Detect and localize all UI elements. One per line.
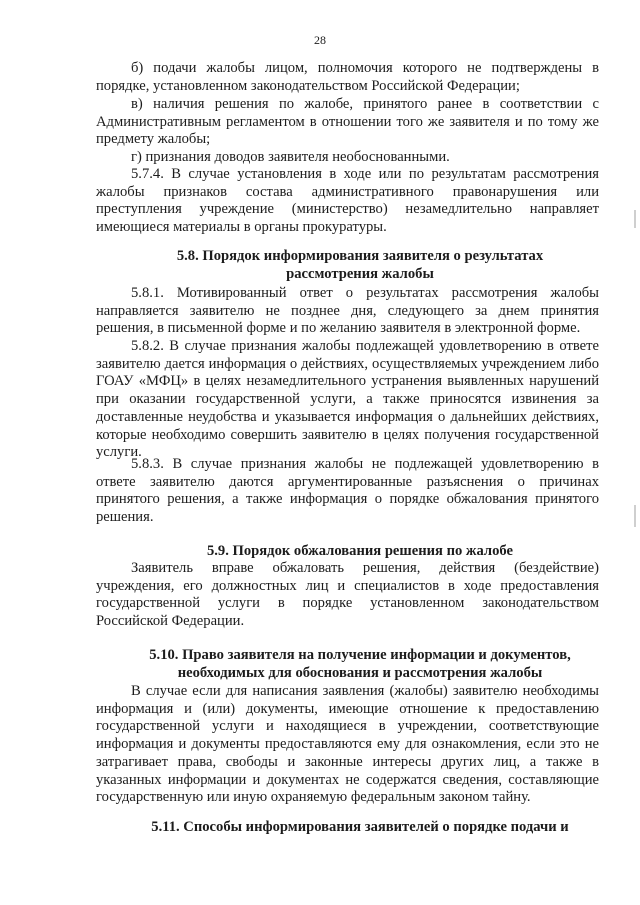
- paragraph-5-7-4: 5.7.4. В случае установления в ходе или по результатам рассмотрения жалобы признаков состава административного правонарушения или преступления учреждение (министерство) незамедлительно направляет имеющиеся материалы в органы прокуратуры.: [96, 166, 599, 236]
- heading-5-8-line-1: 5.8. Порядок информирования заявителя о результатах: [176, 248, 544, 264]
- paragraph-5-8-3: 5.8.3. В случае признания жалобы не подлежащей удовлетворению в ответе заявителю даются аргументированные разъяснения о причинах принятого решения, а также информация о порядке обжалования принятого решения.: [96, 456, 599, 526]
- paragraph-v: в) наличия решения по жалобе, принятого ранее в соответствии с Административным регламентом в отношении того же заявителя и по тому же предмету жалобы;: [96, 96, 599, 148]
- paragraph-5-9: Заявитель вправе обжаловать решения, действия (бездействие) учреждения, его должностных лиц и специалистов в ходе предоставления государственной услуги в порядке установленном законодательством Российской Федерации.: [96, 560, 599, 630]
- heading-5-9: [110, 543, 610, 561]
- heading-5-8: [110, 248, 610, 283]
- heading-5-10-line-1: 5.10. Право заявителя на получение информации и документов,: [149, 647, 571, 663]
- paragraph-g: г) признания доводов заявителя необоснованными.: [131, 149, 450, 165]
- page-number: 28: [314, 33, 326, 47]
- heading-5-10: [110, 647, 610, 682]
- heading-5-10-line-2: необходимых для обоснования и рассмотрения жалобы: [177, 664, 543, 681]
- paragraph-5-10: В случае если для написания заявления (жалобы) заявителю необходимы информация и (или) документы, имеющие отношение к предоставлению государственной услуги и находящиеся в учреждении, соответствующие информация и документы предоставляются ему для ознакомления, если это не затрагивает права, свободы и законные интересы других лиц, а также в указанных информации и документах не содержатся сведения, составляющие государственную или иную охраняемую федеральным законом тайну.: [96, 683, 599, 806]
- heading-5-11: [110, 819, 610, 837]
- paragraph-b: б) подачи жалобы лицом, полномочия которого не подтверждены в порядке, установленном законодательством Российской Федерации;: [96, 60, 599, 94]
- heading-5-11-line-1: 5.11. Способы информирования заявителей о порядке подачи и: [151, 819, 569, 835]
- paragraph-5-8-1: 5.8.1. Мотивированный ответ о результатах рассмотрения жалобы направляется заявителю не позднее дня, следующего за днем принятия решения, в письменной форме и по желанию заявителя в электронной форме.: [96, 285, 599, 337]
- heading-5-9-line-1: 5.9. Порядок обжалования решения по жалобе: [206, 543, 513, 559]
- scan-edge-mark: [634, 505, 636, 527]
- paragraph-5-8-2: 5.8.2. В случае признания жалобы подлежащей удовлетворению в ответе заявителю дается информация о действиях, осуществляемых учреждением либо ГОАУ «МФЦ» в целях незамедлительного устранения выявленных нарушений при оказании государственной услуги, а также приносятся извинения за доставленные неудобства и указывается информация о дальнейших действиях, которые необходимо совершить заявителю в целях получения государственной услуги.: [96, 338, 599, 461]
- scan-edge-mark: [634, 210, 636, 228]
- heading-5-8-line-2: рассмотрения жалобы: [286, 265, 434, 282]
